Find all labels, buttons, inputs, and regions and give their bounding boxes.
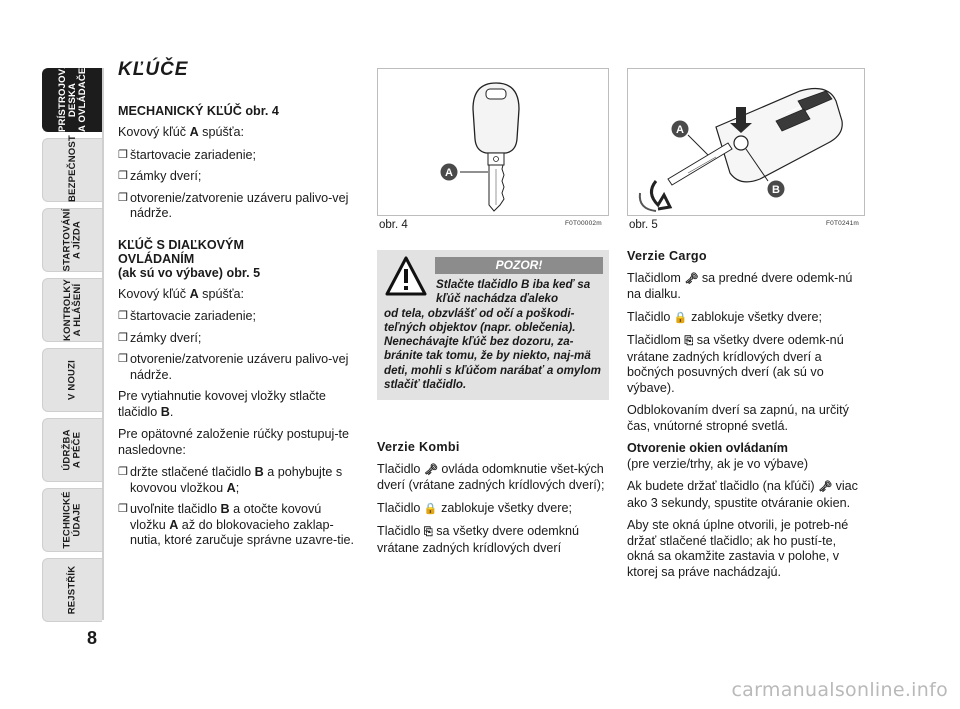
figure-caption: obr. 4 (379, 219, 408, 231)
tab-rejstrik[interactable] (42, 558, 102, 622)
watermark: carmanualsonline.info (731, 679, 948, 701)
tab-label-line: KONTROLKY (61, 279, 73, 341)
column-kombi (377, 440, 609, 563)
list-item (118, 331, 358, 347)
warning-box (377, 250, 609, 400)
page-number: 8 (87, 628, 98, 648)
checkbox-bullet-icon: ❐ (118, 353, 128, 365)
paragraph (627, 479, 865, 511)
list-item-text: zámky dverí; (130, 330, 202, 345)
tab-label-line: ÚDAJE (71, 503, 83, 537)
page-title: KĽÚČE (118, 59, 189, 80)
heading-line: KĽÚČ S DIAĽKOVÝM (118, 237, 244, 252)
list-item (118, 191, 358, 222)
rear-door-icon: ⎘ (684, 335, 694, 347)
tab-label-line: DESKA (66, 82, 78, 118)
checkbox-bullet-icon: ❐ (118, 191, 128, 204)
mechanical-key-illustration (378, 69, 608, 215)
remote-key-heading (118, 238, 358, 280)
paragraph (118, 389, 358, 420)
checkbox-bullet-icon: ❐ (118, 466, 128, 478)
text: ovláda odomknutie všet-kých dverí (vrátane zadných krídlových dverí); (377, 461, 605, 492)
paragraph (627, 271, 865, 303)
list-item-text: otvorenie/zatvorenie uzáveru palivo-vej nádrže. (130, 190, 349, 220)
list-item-text: štartovacie zariadenie; (130, 147, 257, 162)
warning-text-line: Stlačte tlačidlo B iba keď sa kľúč nachádza ďaleko (436, 278, 591, 306)
list-item-text (130, 502, 358, 549)
paragraph (377, 501, 609, 518)
lock-icon: 🔒 (423, 502, 438, 515)
paragraph (118, 287, 358, 303)
heading-line: OVLÁDANÍM (118, 251, 195, 266)
text: Tlačidlo (377, 524, 424, 538)
remote-key-illustration (628, 69, 864, 215)
windows-subheading: (pre verzie/trhy, ak je vo výbave) (627, 456, 809, 471)
text: Tlačidlo (377, 500, 424, 515)
tab-label-line: BEZPEČNOST (66, 135, 78, 202)
tab-label-line: TECHNICKÉ (61, 491, 73, 549)
text: Kovový kľúč (118, 125, 190, 139)
paragraph (118, 125, 358, 141)
mech-key-heading (118, 104, 358, 120)
figure-code: F0T00002m (565, 220, 602, 227)
label-a: A (445, 167, 453, 179)
checkbox-bullet-icon: ❐ (118, 170, 128, 182)
column-keys (118, 59, 358, 555)
list-item (118, 352, 358, 383)
list-item (118, 502, 358, 549)
paragraph (627, 333, 865, 396)
warning-text-body: od tela, obzvlášť od očí a poškodi-teľných objektov (napr. oblečenia). Nenechávajte kľúč bez dozoru, za-bránite tak tomu, že by niekto, naj-mä deti, mohli s kľúčom narábať a omylom stlačiť tlačidlo. (384, 306, 601, 392)
tab-startovani[interactable] (42, 208, 102, 272)
list-item-text: štartovacie zariadenie; (130, 309, 257, 323)
rear-door-icon: ⎘ (423, 526, 433, 538)
list-item-text: zámky dverí; (130, 169, 202, 183)
column-cargo (627, 249, 865, 587)
text: Tlačidlo (627, 309, 674, 324)
paragraph: Aby ste okná úplne otvorili, je potreb-né držať stlačené tlačidlo; ak ho pustí-te, okná sa okamžite zastavia v polohe, v ktorej sa práve nachádzajú. (627, 518, 849, 579)
text: sa všetky dvere odemknú vrátane zadných krídlových dverí (377, 524, 580, 555)
tab-label-line: A JÍZDA (71, 221, 83, 259)
text: Tlačidlom (627, 270, 685, 285)
list-item (118, 465, 358, 496)
checkbox-bullet-icon: ❐ (118, 148, 128, 161)
warning-text (384, 278, 604, 392)
heading-line: (ak sú vo výbave) obr. 5 (118, 265, 261, 280)
letter-ref: A (226, 480, 236, 495)
tab-label-line: A PÉČE (71, 431, 83, 469)
tab-bezpecnost[interactable] (42, 135, 102, 202)
unlock-key-icon: 🗝 (423, 463, 438, 476)
letter-ref: A (169, 517, 179, 532)
paragraph: Odblokovaním dverí sa zapnú, na určitý čas, vnútorné stropné svetlá. (627, 403, 849, 433)
text: viac ako 3 sekundy, spustite otváranie okien. (627, 479, 858, 510)
letter-ref: B (220, 502, 230, 516)
cargo-heading: Verzie Cargo (627, 249, 707, 263)
tab-label-line: PRÍSTROJOVÁ (56, 61, 68, 132)
text: Ak budete držať tlačidlo (na kľúči) (627, 479, 819, 493)
text: . (169, 404, 174, 419)
letter-ref: A (189, 286, 199, 301)
text: uvoľnite tlačidlo (130, 502, 221, 516)
text: Tlačidlo (377, 461, 424, 476)
tab-label-line: A HLÁŠENÍ (71, 283, 83, 337)
list-item-text (130, 465, 358, 496)
figure-remote-key (627, 68, 865, 216)
text: spúšťa: (198, 125, 245, 139)
text: a pohybujte s kovovou vložkou (130, 465, 343, 495)
unlock-key-icon: 🗝 (818, 481, 833, 493)
checkbox-bullet-icon: ❐ (118, 503, 128, 515)
tab-label-line: A OVLÁDAČE (76, 67, 88, 132)
label-a: A (676, 124, 684, 136)
letter-ref: B (254, 465, 264, 479)
mech-key-heading-text: MECHANICKÝ KĽÚČ (118, 103, 242, 118)
text: sa všetky dvere odemk-nú vrátane zadných krídlových dverí a bočných posuvných dverí (ak sú vo výbave). (627, 333, 844, 395)
text: Kovový kľúč (118, 286, 190, 301)
warning-title: POZOR! (435, 257, 603, 274)
letter-ref: A (189, 125, 199, 139)
paragraph (627, 310, 865, 327)
text: Pre vytiahnutie kovovej vložky stlačte tlačidlo (118, 389, 326, 419)
tab-v-nouzi[interactable] (42, 348, 102, 412)
tab-label-line: V NOUZI (66, 360, 78, 400)
text: zablokuje všetky dvere; (437, 500, 573, 515)
text: zablokuje všetky dvere; (687, 309, 823, 324)
text: a otočte kovovú vložku (130, 502, 322, 532)
sidebar-divider (102, 68, 104, 620)
checkbox-bullet-icon: ❐ (118, 310, 128, 322)
label-b: B (772, 184, 780, 196)
paragraph (377, 462, 609, 494)
list-item (118, 148, 358, 164)
tab-pristrojova-deska[interactable] (42, 61, 102, 132)
figure-mechanical-key (377, 68, 609, 216)
list-item-text: otvorenie/zatvorenie uzáveru palivo-vej nádrže. (130, 352, 349, 382)
figure-ref: obr. 4 (245, 103, 279, 118)
figure-caption: obr. 5 (629, 219, 658, 231)
tab-label-line: STARTOVÁNÍ (61, 208, 73, 272)
text: Tlačidlom (627, 333, 685, 347)
paragraph: Pre opätovné založenie rúčky postupuj-te nasledovne: (118, 427, 350, 457)
text: ; (235, 480, 240, 495)
unlock-key-icon: 🗝 (684, 272, 699, 285)
kombi-heading: Verzie Kombi (377, 440, 460, 454)
text: spúšťa: (198, 286, 245, 301)
paragraph (377, 524, 609, 556)
lock-icon: 🔒 (673, 311, 688, 324)
text: až do blokovacieho zaklap-nutia, ktoré zaručuje správne uzavre-tie. (130, 517, 355, 547)
tab-kontrolky[interactable] (42, 278, 102, 342)
text: sa predné dvere odemk-nú na dialku. (627, 270, 853, 301)
windows-heading: Otvorenie okien ovládaním (627, 441, 788, 455)
list-item (118, 169, 358, 185)
figure-code: F0T0241m (826, 220, 860, 227)
text: držte stlačené tlačidlo (130, 465, 255, 479)
tab-label-line: ÚDRŽBA (61, 429, 73, 471)
tab-technicke-udaje[interactable] (42, 488, 102, 552)
checkbox-bullet-icon: ❐ (118, 331, 128, 344)
list-item (118, 309, 358, 325)
tab-udrzba[interactable] (42, 418, 102, 482)
letter-ref: B (160, 404, 170, 419)
tab-label-line: REJSTŘÍK (66, 565, 78, 615)
